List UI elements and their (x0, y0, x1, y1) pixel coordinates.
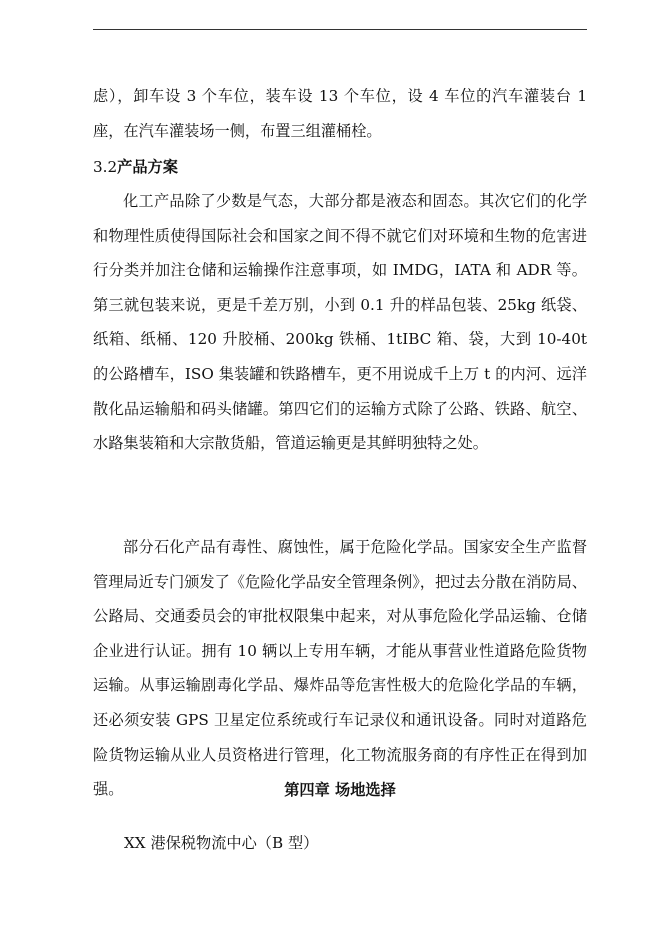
paragraph-3: 部分石化产品有毒性、腐蚀性，属于危险化学品。国家安全生产监督管理局近专门颁发了《危险化学品安全管理条例》，把过去分散在消防局、公路局、交通委员会的审批权限集中起来，对从事危险化学品运输、仓储企业进行认证。拥有 10 辆以上专用车辆，才能从事营业性道路危险货物运输。从事运输剧毒化学品、爆炸品等危害性极大的危险化学品的车辆，还必须安装 GPS 卫星定位系统或行车记录仪和通讯设备。同时对道路危险货物运输从业人员资格进行管理，化工物流服务商的有序性正在得到加强。 (93, 538, 587, 799)
paragraph-1: 虑），卸车设 3 个车位，装车设 13 个车位，设 4 车位的汽车灌装台 1 座，在汽车灌装场一侧，布置三组灌桶栓。 (93, 87, 587, 140)
section-number: 3.2 (93, 158, 118, 176)
section-title: 产品方案 (117, 158, 178, 176)
header-rule (93, 29, 587, 30)
chapter-title: 第四章 场地选择 (284, 781, 396, 799)
subheading: XX 港保税物流中心（B 型） (124, 834, 319, 852)
section-heading (93, 150, 178, 184)
paragraph-2: 化工产品除了少数是气态，大部分都是液态和固态。其次它们的化学和物理性质使得国际社会和国家之间不得不就它们对环境和生物的危害进行分类并加注仓储和运输操作注意事项，如 IMDG，IATA 和 ADR 等。第三就包装来说，更是千差万别，小到 0.1 升的样品包装、25kg 纸袋、纸箱、纸桶、120 升胶桶、200kg 铁桶、1tIBC 箱、袋，大到 10-40t 的公路槽车，ISO 集装罐和铁路槽车，更不用说成千上万 t 的内河、远洋散化品运输船和码头储罐。第四它们的运输方式除了公路、铁路、航空、水路集装箱和大宗散货船，管道运输更是其鲜明独特之处。 (93, 192, 587, 453)
